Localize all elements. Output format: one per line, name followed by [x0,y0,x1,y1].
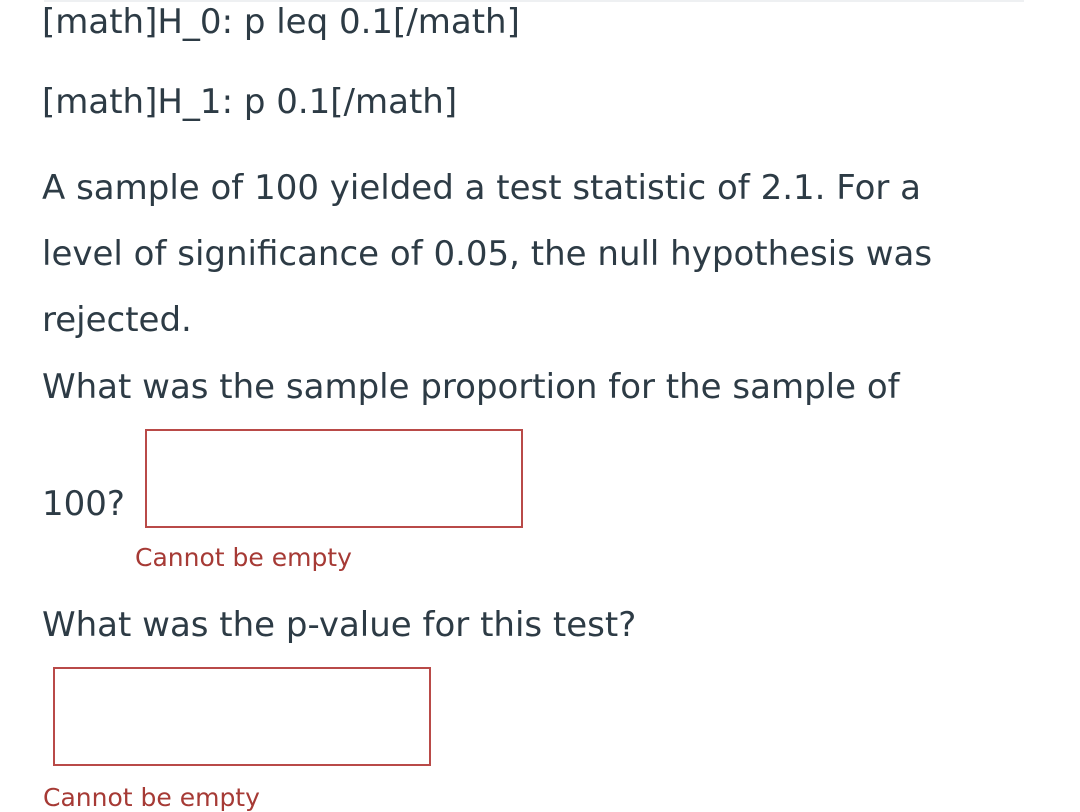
question1-prompt: What was the sample proportion for the sample of [42,367,900,407]
question2-prompt: What was the p-value for this test? [42,605,637,645]
problem-statement: A sample of 100 yielded a test statistic of 2.1. For a level of significance of 0.05, the null hypothesis was rejected. [42,168,933,340]
alternative-hypothesis: [math]H_1: p 0.1[/math] [42,82,458,122]
p-value-input[interactable] [53,667,431,766]
question1-prompt-suffix: 100? [42,484,125,524]
null-hypothesis: [math]H_0: p leq 0.1[/math] [42,2,520,42]
question1-error-message: Cannot be empty [135,543,352,572]
sample-proportion-input[interactable] [145,429,523,528]
question2-error-message: Cannot be empty [43,783,260,812]
